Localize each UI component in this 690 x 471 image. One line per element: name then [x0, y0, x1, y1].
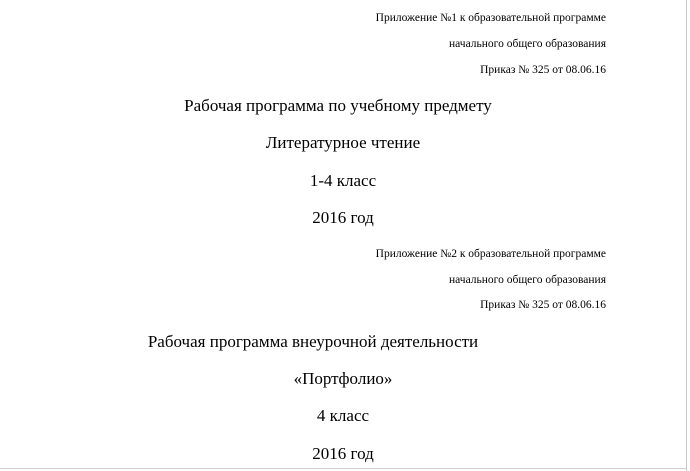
program-2-year: 2016 год	[312, 444, 374, 463]
program-1-year: 2016 год	[312, 208, 374, 227]
page-bottom-divider	[0, 468, 686, 469]
appendix-2-note-line-1: Приложение №2 к образовательной программе	[375, 248, 606, 260]
program-2-title: Рабочая программа внеурочной деятельности	[147, 332, 479, 351]
program-2-grade: 4 класс	[316, 406, 370, 425]
appendix-1-order-line: Приказ № 325 от 08.06.16	[480, 64, 606, 76]
program-1-subject: Литературное чтение	[265, 133, 421, 152]
program-2-subject: «Портфолио»	[293, 369, 393, 388]
appendix-1-note-line-2: начального общего образования	[448, 38, 606, 50]
appendix-1-note-line-1: Приложение №1 к образовательной программе	[375, 12, 606, 24]
appendix-2-order-line: Приказ № 325 от 08.06.16	[480, 299, 606, 311]
program-1-grade: 1-4 класс	[309, 171, 377, 190]
program-1-title: Рабочая программа по учебному предмету	[184, 96, 492, 115]
appendix-2-note-line-2: начального общего образования	[448, 274, 606, 286]
